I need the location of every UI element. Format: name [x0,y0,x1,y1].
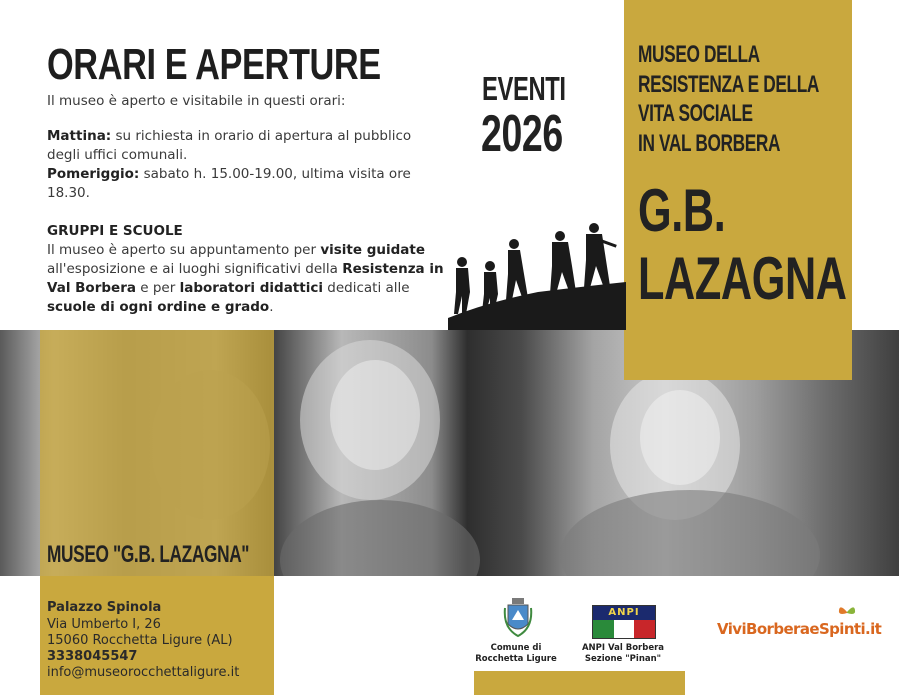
groups-bold-2: Resistenza in Val Borbera [47,261,444,296]
viviborbera-logo-text: ViviBorberaeSpinti.it [717,620,882,638]
events-label: EVENTI [482,70,566,107]
comune-crest-icon [503,598,533,638]
groups-text-2: all'esposizione e ai luoghi significativi della [47,261,343,277]
lazagna-title [638,177,847,313]
afternoon-text: sabato h. 15.00-19.00, ultima visita ore 18.30. [47,166,411,201]
anpi-caption-line-2: Sezione "Pinan" [584,654,662,664]
photo-gold-overlay [40,330,274,576]
museum-short-name: MUSEO "G.B. LAZAGNA" [47,541,250,568]
groups-title: GRUPPI E SCUOLE [47,223,183,239]
address-place: Palazzo Spinola [47,600,162,615]
museum-name-line-4: IN VAL BORBERA [638,129,781,157]
groups-bold-3: laboratori didattici [179,280,323,296]
intro-text: Il museo è aperto e visitabile in questi orari: [47,93,346,109]
butterfly-icon [838,604,856,620]
lazagna-surname: LAZAGNA [638,245,847,312]
comune-caption-line-1: Comune di [490,643,542,653]
afternoon-hours [47,165,437,203]
events-year: 2026 [481,105,563,163]
footer-gold-band [474,671,685,695]
groups-bold-1: visite guidate [320,242,425,258]
museum-name-line-2: RESISTENZA E DELLA [638,70,820,98]
museum-name-line-1: MUSEO DELLA [638,41,760,68]
partisans-silhouette-icon [448,222,626,330]
groups-text [47,241,447,317]
morning-text: su richiesta in orario di apertura al pubblico degli uffici comunali. [47,128,412,163]
viviborbera-logo [717,620,881,638]
comune-caption [471,643,561,665]
museum-full-name [638,40,819,158]
lazagna-initials: G.B. [638,177,726,244]
morning-label: Mattina: [47,128,112,144]
morning-hours [47,127,437,165]
groups-text-1: Il museo è aperto su appuntamento per [47,242,321,258]
address-street: Via Umberto I, 26 [47,617,161,632]
anpi-flag [593,620,655,638]
comune-caption-line-2: Rocchetta Ligure [475,654,557,664]
opening-hours-title: ORARI E APERTURE [47,40,381,89]
anpi-caption [578,643,668,665]
groups-bold-4: scuole di ogni ordine e grado [47,299,270,315]
anpi-caption-line-1: ANPI Val Borbera [581,643,665,653]
groups-text-4: dedicati alle [322,280,410,296]
afternoon-label: Pomeriggio: [47,166,140,182]
anpi-logo-label: ANPI [593,606,655,620]
groups-text-3: e per [135,280,180,296]
museum-name-line-3: VITA SOCIALE [638,100,753,127]
phone-number[interactable]: 3338045547 [47,649,138,664]
email-link[interactable]: info@museorocchettaligure.it [47,665,240,680]
groups-text-5: . [269,299,274,315]
address-city: 15060 Rocchetta Ligure (AL) [47,633,233,648]
anpi-logo [592,605,656,639]
